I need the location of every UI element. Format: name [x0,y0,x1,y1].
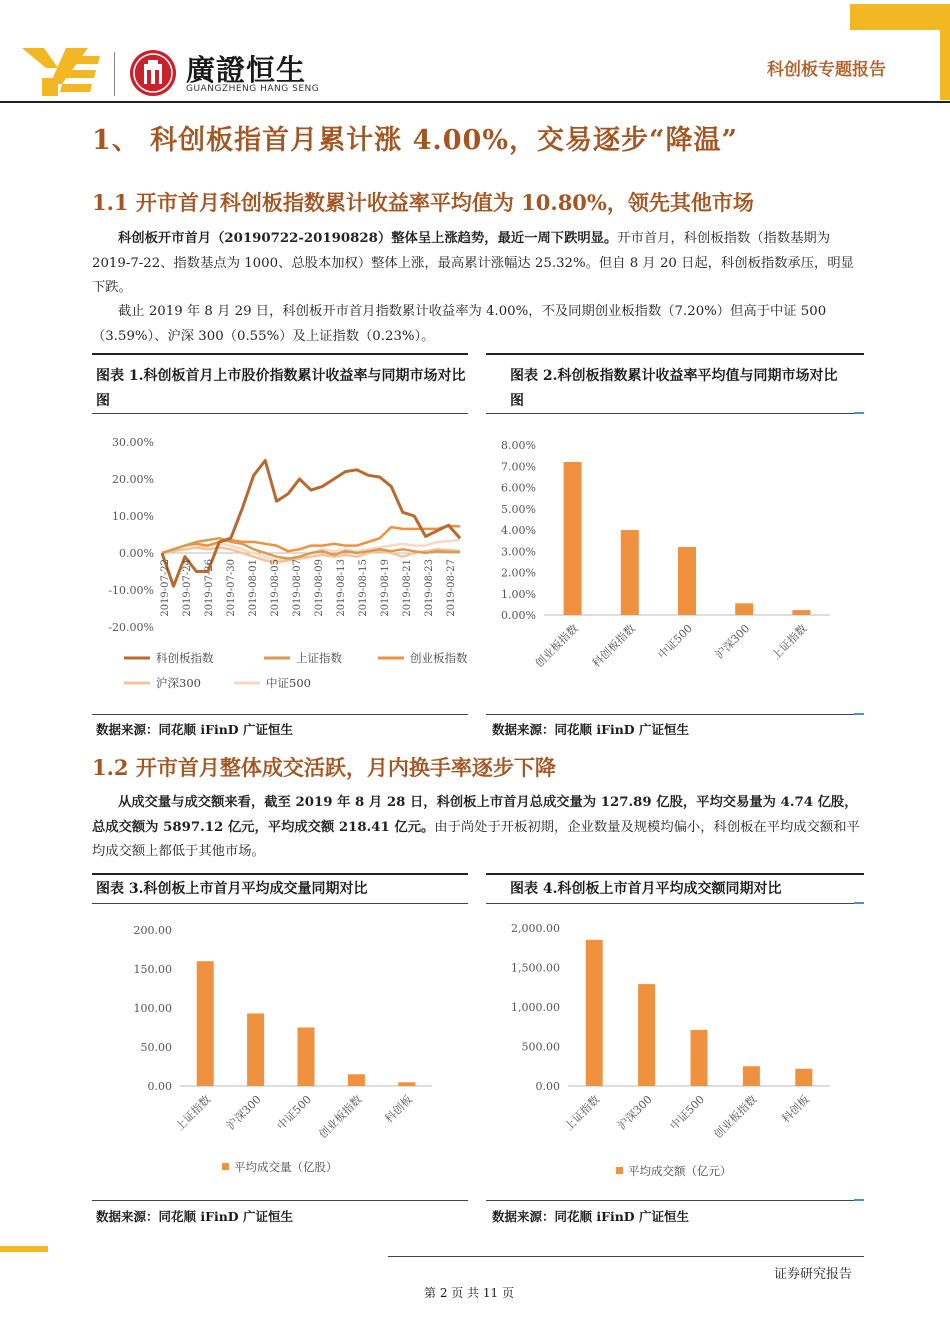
section-1-title: 1、 科创板指首月累计涨 4.00%，交易逐步“降温” [92,125,739,156]
fig2-y-tick-label: 3.00% [501,545,536,559]
fig2-y-tick-label: 8.00% [501,439,536,452]
fig4-bar [586,940,603,1086]
fig1-x-tick-label: 2019-08-19 [380,559,391,617]
fig1-legend-label: 创业板指数 [410,651,468,665]
section-1-2-paragraph [92,791,862,865]
fig3-source: 数据来源：同花顺 iFinD 广证恒生 [96,1209,294,1224]
fig2-source: 数据来源：同花顺 iFinD 广证恒生 [492,722,690,737]
fig4-x-tick-label: 科创板 [779,1092,812,1126]
fig2-x-tick-label: 上证指数 [769,621,810,663]
fig3-y-tick-label: 100.00 [133,1002,172,1015]
fig2-y-tick-label: 5.00% [501,502,536,516]
fig1-legend-label: 上证指数 [296,651,342,665]
guangzheng-seal-icon [128,48,178,98]
fig3-y-tick-label: 200.00 [133,924,172,937]
section-1-2-body: 由于尚处于开板初期，企业数量及规模均偏小，科创板在平均成交额和平均成交额上都低于其他市场。 [92,819,860,859]
fig1-legend-label: 沪深300 [156,676,201,690]
fig2-top-rule [486,353,864,355]
fig3-title: 图表 3.科创板上市首月平均成交量同期对比 [96,881,368,897]
paragraph-1-body: 开市首月，科创板指数（指数基期为 2019-7-22、指数基点为 1000、总股本加权）整体上涨，最高累计涨幅达 25.32%。但自 8 月 20 日起，科创板指数承压，明显下跌。 [92,231,854,295]
fig4-x-tick-label: 上证指数 [562,1092,603,1134]
section-1-1-title: 1.1 开市首月科创板指数累计收益率平均值为 10.80%，领先其他市场 [92,190,754,215]
fig4-y-tick-label: 1,500.00 [511,961,560,975]
fig3-bar-chart [92,910,468,1200]
fig4-bar-chart [486,910,864,1200]
fig3-x-tick-label: 沪深300 [224,1092,264,1133]
fig1-y-tick-label: -20.00% [108,621,154,634]
fig4-y-tick-label: 500.00 [521,1040,560,1054]
fig4-y-tick-label: 0.00 [535,1080,560,1093]
fig2-y-tick-label: 6.00% [501,481,536,495]
fig1-title-rule [92,413,468,414]
header-accent-bar [850,4,950,30]
fig3-top-rule [92,873,468,875]
fig1-x-tick-label: 2019-08-27 [446,559,457,617]
fig3-x-tick-label: 科创板 [382,1092,415,1126]
fig1-x-tick-label: 2019-07-30 [226,559,237,617]
fig2-y-tick-label: 0.00% [501,609,536,622]
fig1-x-tick-label: 2019-08-07 [292,559,303,617]
fig4-bottom-rule-tick [854,1199,864,1201]
footer-label: 证券研究报告 [774,1267,853,1282]
fig3-bottom-rule [92,1200,468,1201]
fig1-x-tick-label: 2019-07-24 [182,559,193,617]
fig3-legend-label: 平均成交量（亿股） [234,1160,338,1174]
fig2-title-rule-tick [854,412,864,414]
fig3-y-tick-label: 150.00 [133,963,172,976]
fig3-title-rule [92,903,468,904]
fig1-x-tick-label: 2019-07-22 [160,559,171,617]
fig4-x-tick-label: 中证500 [667,1092,708,1133]
fig3-x-tick-label: 中证500 [274,1092,315,1133]
section-1-1-paragraph-1 [92,227,862,301]
ye-logo-icon [22,44,102,100]
fig3-bar [197,961,214,1086]
header [0,0,950,110]
fig4-y-tick-label: 2,000.00 [511,922,560,935]
header-accent-bar-right [940,30,950,100]
section-1-2-lead: 从成交量与成交额来看，截至 2019 年 8 月 28 日，科创板上市首月总成交量为 127.89 亿股，平均交易量为 4.74 亿股，总成交额为 5897.12 亿元，平均成交额 218.41 亿元。 [92,795,858,835]
fig4-legend-swatch [616,1167,623,1174]
section-1-1-paragraph-2: 截止 2019 年 8 月 29 日，科创板开市首月指数累计收益率为 4.00%，不及同期创业板指数（7.20%）但高于中证 500（3.59%）、沪深 300（0.55%）及上证指数（0.23%）。 [92,304,827,344]
fig2-bar-chart [486,420,864,710]
fig2-title-rule [486,413,864,414]
fig2-bar [621,530,639,615]
fig2-title: 图表 2.科创板指数累计收益率平均值与同期市场对比图 [510,368,838,409]
logo-divider [114,52,115,96]
fig4-x-tick-label: 沪深300 [615,1092,655,1133]
header-rule [0,101,950,103]
fig1-source: 数据来源：同花顺 iFinD 广证恒生 [96,722,294,737]
fig4-bar [743,1066,760,1086]
fig1-y-tick-label: -10.00% [108,584,154,597]
fig4-y-tick-label: 1,000.00 [511,1001,560,1014]
fig2-x-tick-label: 科创板指数 [589,621,638,671]
fig1-x-tick-label: 2019-08-15 [358,559,369,617]
paragraph-1-lead: 科创板开市首月（20190722-20190828）整体呈上涨趋势，最近一周下跌明显。 [118,231,618,246]
fig2-y-tick-label: 2.00% [501,566,536,580]
fig2-y-tick-label: 7.00% [501,460,536,474]
fig1-x-tick-label: 2019-08-05 [270,559,281,617]
fig4-bottom-rule [486,1200,864,1201]
fig3-bar [398,1082,415,1086]
fig4-bar [638,984,655,1086]
fig1-y-tick-label: 0.00% [119,547,154,560]
fig1-y-tick-label: 20.00% [112,473,154,486]
fig4-top-rule [486,873,864,875]
fig1-legend-label: 科创板指数 [156,651,214,665]
footer-rule [388,1256,864,1257]
page-number: 第 2 页 共 11 页 [424,1286,514,1300]
fig1-x-tick-label: 2019-08-09 [314,559,325,617]
section-1-2-title: 1.2 开市首月整体成交活跃，月内换手率逐步下降 [92,755,556,780]
fig2-bar [678,547,696,615]
fig1-x-tick-label: 2019-08-23 [424,559,435,617]
fig2-x-tick-label: 中证500 [655,621,696,662]
fig4-bar [691,1030,708,1086]
fig1-title: 图表 1.科创板首月上市股价指数累计收益率与同期市场对比图 [96,368,466,409]
fig1-line-chart [92,420,468,710]
fig4-title-rule-tick [854,902,864,904]
fig1-y-tick-label: 10.00% [112,510,154,523]
fig1-y-tick-label: 30.00% [112,436,154,449]
fig1-x-tick-label: 2019-08-01 [248,559,259,617]
fig2-bottom-rule-tick [854,713,864,715]
fig1-x-tick-label: 2019-08-21 [402,559,413,617]
report-type-label: 科创板专题报告 [767,60,886,80]
fig4-title: 图表 4.科创板上市首月平均成交额同期对比 [510,881,782,897]
fig4-x-tick-label: 创业板指数 [711,1092,760,1142]
fig2-x-tick-label: 沪深300 [712,621,753,662]
fig2-y-tick-label: 1.00% [501,587,536,601]
fig4-title-rule [486,903,864,904]
fig3-bar [247,1013,264,1086]
fig3-x-tick-label: 创业板指数 [316,1092,365,1142]
logo-chinese-name: 廣證恒生 [186,53,307,87]
fig1-legend-label: 中证500 [266,676,311,690]
footer-accent-bar [0,1246,48,1252]
fig3-legend-swatch [222,1163,229,1170]
fig1-bottom-rule [92,714,468,715]
fig1-x-tick-label: 2019-08-13 [336,559,347,617]
fig4-legend-label: 平均成交额（亿元） [628,1164,732,1178]
logo-english-name: GUANGZHENG HANG SENG [186,84,320,94]
fig2-x-tick-label: 创业板指数 [532,621,581,671]
fig4-source: 数据来源：同花顺 iFinD 广证恒生 [492,1209,690,1224]
fig1-x-tick-label: 2019-07-26 [204,559,215,617]
fig3-bar [298,1028,315,1087]
fig1-top-rule [92,353,468,355]
fig4-bar [795,1069,812,1086]
fig3-x-tick-label: 上证指数 [173,1092,214,1134]
fig3-y-tick-label: 50.00 [140,1041,172,1054]
fig3-y-tick-label: 0.00 [147,1080,172,1093]
fig2-bar [564,462,582,615]
fig2-y-tick-label: 4.00% [501,524,536,537]
fig3-bar [348,1074,365,1086]
fig2-bottom-rule [486,714,864,715]
fig2-bar [735,603,753,615]
fig2-bar [792,610,810,615]
